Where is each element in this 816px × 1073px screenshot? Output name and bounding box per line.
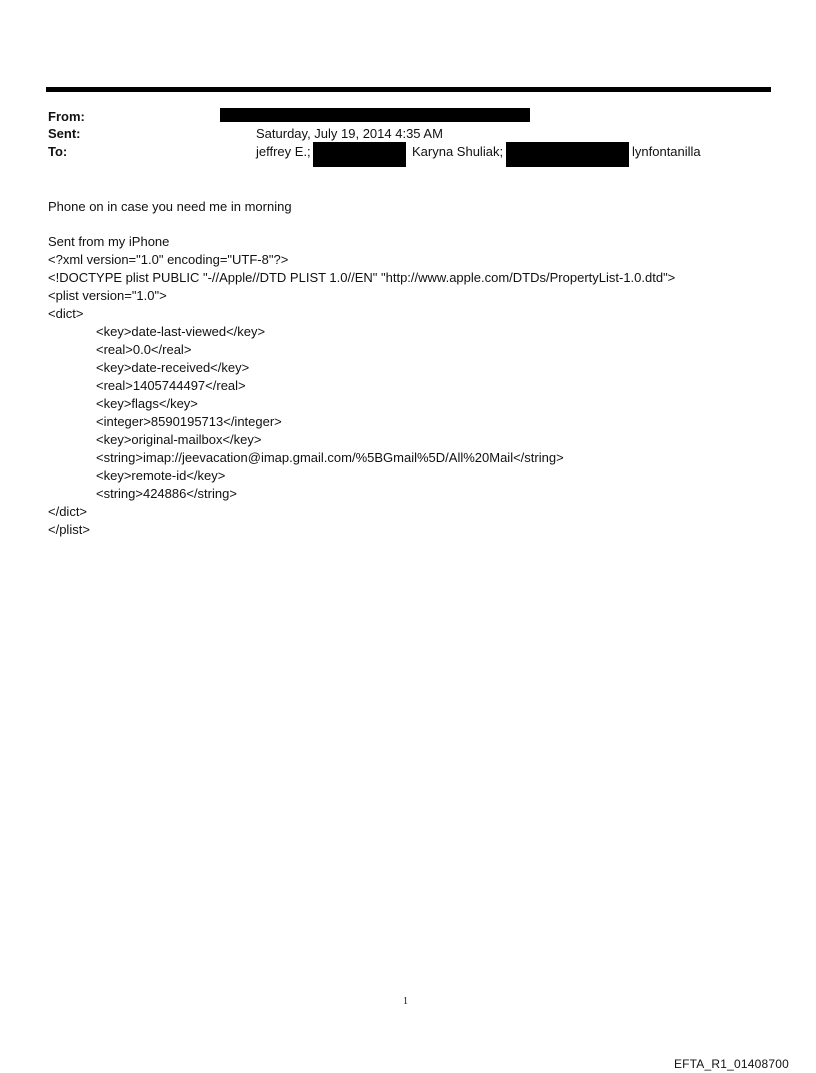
xml-line: <!DOCTYPE plist PUBLIC "-//Apple//DTD PLIST 1.0//EN" "http://www.apple.com/DTDs/PropertyList-1.0.dtd"> (48, 270, 676, 285)
sent-value: Saturday, July 19, 2014 4:35 AM (256, 126, 443, 141)
xml-line: <real>1405744497</real> (96, 378, 246, 393)
signature-text: Sent from my iPhone (48, 234, 170, 249)
to-recipient-1: jeffrey E.; (256, 144, 311, 159)
xml-line: <integer>8590195713</integer> (96, 414, 282, 429)
xml-line: <key>remote-id</key> (96, 468, 226, 483)
to-recipient-2: Karyna Shuliak; (412, 144, 504, 159)
to-redaction-1 (313, 142, 406, 167)
xml-line: <?xml version="1.0" encoding="UTF-8"?> (48, 252, 289, 267)
xml-line: <key>date-last-viewed</key> (96, 324, 266, 339)
xml-line: <key>date-received</key> (96, 360, 250, 375)
to-recipient-3: lynfontanilla (632, 144, 701, 159)
from-label: From: (48, 109, 85, 124)
xml-line: <string>imap://jeevacation@imap.gmail.com/%5BGmail%5D/All%20Mail</string> (96, 450, 564, 465)
xml-line: <string>424886</string> (96, 486, 237, 501)
message-text: Phone on in case you need me in morning (48, 199, 292, 214)
document-id: EFTA_R1_01408700 (673, 1057, 789, 1071)
xml-line: <real>0.0</real> (96, 342, 192, 357)
xml-line: <dict> (48, 306, 84, 321)
page-number: 1 (403, 996, 408, 1007)
xml-line: <plist version="1.0"> (48, 288, 167, 303)
xml-line: <key>flags</key> (96, 396, 198, 411)
sent-label: Sent: (48, 126, 81, 141)
xml-line: <key>original-mailbox</key> (96, 432, 262, 447)
from-redaction (220, 108, 530, 122)
to-redaction-2 (506, 142, 629, 167)
xml-line: </dict> (48, 504, 88, 519)
to-label: To: (48, 144, 68, 159)
xml-line: </plist> (48, 522, 90, 537)
header-rule (46, 87, 771, 92)
